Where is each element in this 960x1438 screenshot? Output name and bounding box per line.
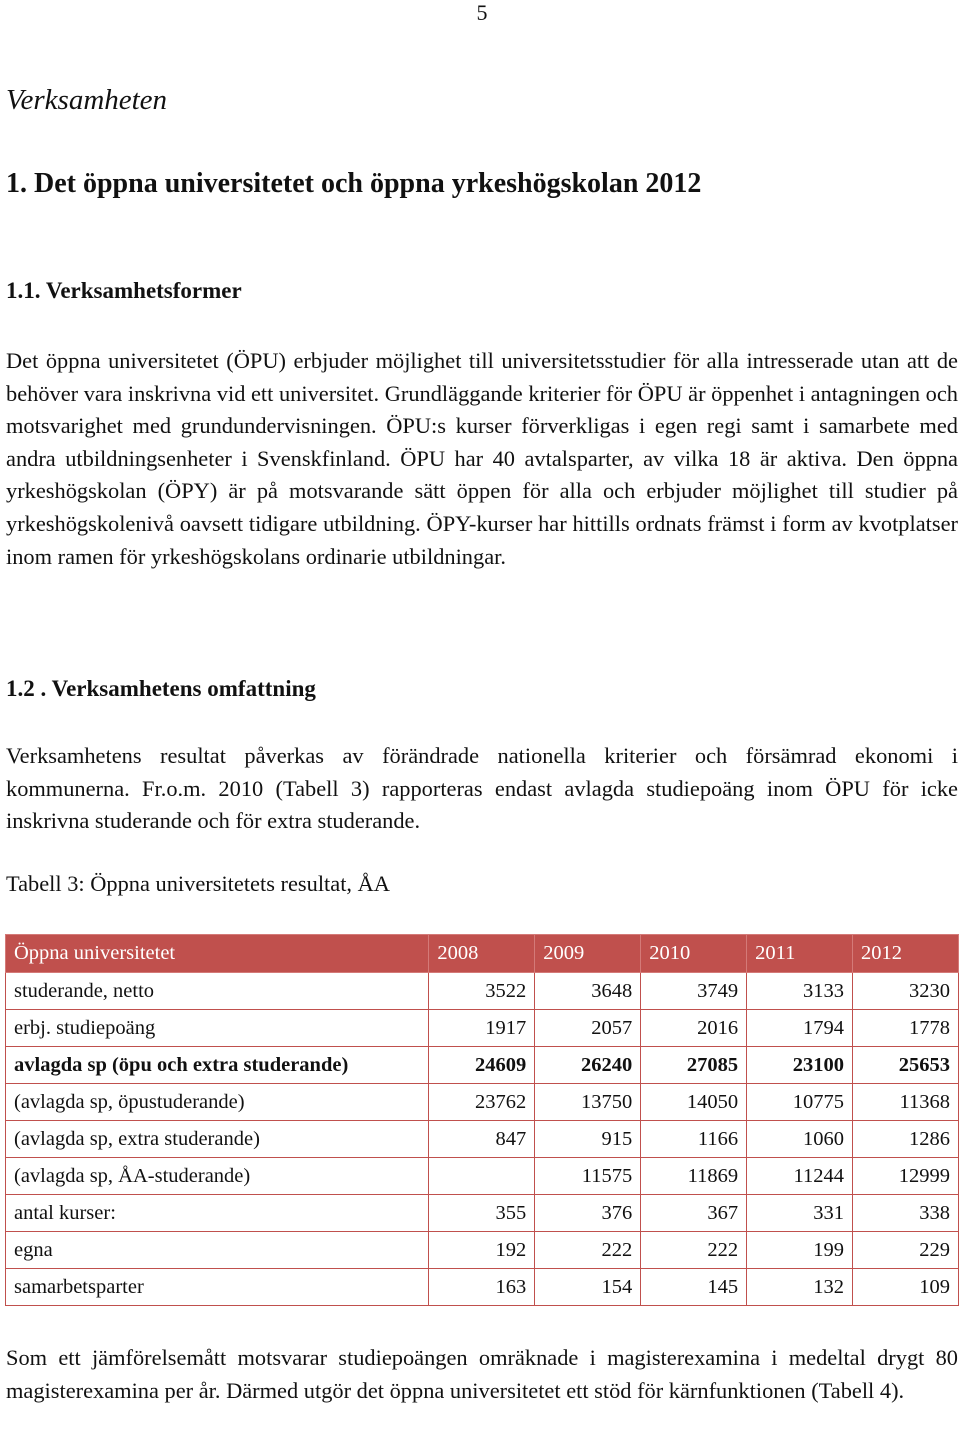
page-number: 5 <box>476 0 488 25</box>
table-row <box>6 1084 959 1121</box>
table-cell: 3749 <box>641 973 747 1010</box>
table-cell: 222 <box>641 1232 747 1269</box>
table-cell: 27085 <box>641 1047 747 1084</box>
table-cell: 3230 <box>853 973 959 1010</box>
header-cell: 2010 <box>641 935 747 973</box>
table-cell: 1166 <box>641 1121 747 1158</box>
table-cell: 11869 <box>641 1158 747 1195</box>
heading-1: 1. Det öppna universitetet och öppna yrkeshögskolan 2012 <box>6 168 702 199</box>
table-cell: 3133 <box>747 973 853 1010</box>
table-cell: 376 <box>535 1195 641 1232</box>
table-cell: 12999 <box>853 1158 959 1195</box>
table-cell: 2057 <box>535 1010 641 1047</box>
row-label: (avlagda sp, ÅA-studerande) <box>6 1158 429 1195</box>
table-row-total <box>6 1047 959 1084</box>
table-cell: 1917 <box>429 1010 535 1047</box>
heading-1-2: 1.2 . Verksamhetens omfattning <box>6 676 316 701</box>
paragraph-jamforelse: Som ett jämförelsemått motsvarar studiepoängen omräknade i magisterexamina i medeltal drygt 80 magisterexamina per år. Därmed utgör det öppna universitetet ett stöd för kärnfunktionen (Tabell 4). <box>6 1345 958 1403</box>
table-header-row <box>6 935 959 973</box>
row-label: (avlagda sp, extra studerande) <box>6 1121 429 1158</box>
table-row <box>6 1158 959 1195</box>
table-row <box>6 1121 959 1158</box>
header-cell: 2012 <box>853 935 959 973</box>
table-cell: 14050 <box>641 1084 747 1121</box>
row-label: antal kurser: <box>6 1195 429 1232</box>
header-cell: 2008 <box>429 935 535 973</box>
heading-1-1: 1.1. Verksamhetsformer <box>6 278 242 303</box>
table-cell: 132 <box>747 1269 853 1306</box>
table-row <box>6 1232 959 1269</box>
table-cell: 1060 <box>747 1121 853 1158</box>
table-cell <box>429 1158 535 1195</box>
section-title: Verksamheten <box>6 84 168 116</box>
table-cell: 11575 <box>535 1158 641 1195</box>
table-row <box>6 1010 959 1047</box>
paragraph-omfattning: Verksamhetens resultat påverkas av förändrade nationella kriterier och försämrad ekonomi i kommunerna. Fr.o.m. 2010 (Tabell 3) rapporteras endast avlagda studiepoäng inom ÖPU för icke inskrivna studerande och för extra studerande. <box>6 743 958 834</box>
table-cell: 23100 <box>747 1047 853 1084</box>
table-cell: 11368 <box>853 1084 959 1121</box>
table-row <box>6 973 959 1010</box>
paragraph-verksamhetsformer: Det öppna universitetet (ÖPU) erbjuder möjlighet till universitetsstudier för alla intresserade utan att de behöver vara inskrivna vid ett universitet. Grundläggande kriterier för ÖPU är öppenhet i antagningen och motsvarighet med grundundervisningen. ÖPU:s kurser förverkligas i egen regi samt i samarbete med andra utbildningsenheter i Svenskfinland. ÖPU har 40 avtalsparter, av vilka 18 är aktiva. Den öppna yrkeshögskolan (ÖPY) är på motsvarande sätt öppen för alla och erbjuder möjlighet till studier på yrkeshögskolenivå oavsett tidigare utbildning. ÖPY-kurser har hittills ordnats främst i form av kvotplatser inom ramen för yrkeshögskolans ordinarie utbildningar. <box>6 348 958 569</box>
table-cell: 847 <box>429 1121 535 1158</box>
table-cell: 338 <box>853 1195 959 1232</box>
table-cell: 109 <box>853 1269 959 1306</box>
table-cell: 26240 <box>535 1047 641 1084</box>
table-cell: 25653 <box>853 1047 959 1084</box>
table-cell: 24609 <box>429 1047 535 1084</box>
row-label: avlagda sp (öpu och extra studerande) <box>6 1047 429 1084</box>
table-cell: 1286 <box>853 1121 959 1158</box>
table-cell: 199 <box>747 1232 853 1269</box>
table-cell: 3648 <box>535 973 641 1010</box>
table-cell: 1778 <box>853 1010 959 1047</box>
table-row <box>6 1269 959 1306</box>
row-label: samarbetsparter <box>6 1269 429 1306</box>
table-cell: 229 <box>853 1232 959 1269</box>
table-cell: 3522 <box>429 973 535 1010</box>
results-table <box>5 934 959 1306</box>
header-cell: 2011 <box>747 935 853 973</box>
table-cell: 23762 <box>429 1084 535 1121</box>
table-cell: 154 <box>535 1269 641 1306</box>
table-cell: 915 <box>535 1121 641 1158</box>
table-row <box>6 1195 959 1232</box>
row-label: egna <box>6 1232 429 1269</box>
row-label: erbj. studiepoäng <box>6 1010 429 1047</box>
row-label: studerande, netto <box>6 973 429 1010</box>
table-cell: 145 <box>641 1269 747 1306</box>
table-cell: 222 <box>535 1232 641 1269</box>
table-cell: 2016 <box>641 1010 747 1047</box>
table-cell: 163 <box>429 1269 535 1306</box>
table-cell: 13750 <box>535 1084 641 1121</box>
table-cell: 367 <box>641 1195 747 1232</box>
table-cell: 192 <box>429 1232 535 1269</box>
table-cell: 1794 <box>747 1010 853 1047</box>
table-cell: 11244 <box>747 1158 853 1195</box>
table-cell: 10775 <box>747 1084 853 1121</box>
table-cell: 331 <box>747 1195 853 1232</box>
row-label: (avlagda sp, öpustuderande) <box>6 1084 429 1121</box>
table-cell: 355 <box>429 1195 535 1232</box>
table-caption: Tabell 3: Öppna universitetets resultat, ÅA <box>6 871 390 896</box>
header-cell: 2009 <box>535 935 641 973</box>
header-cell: Öppna universitetet <box>6 935 429 973</box>
